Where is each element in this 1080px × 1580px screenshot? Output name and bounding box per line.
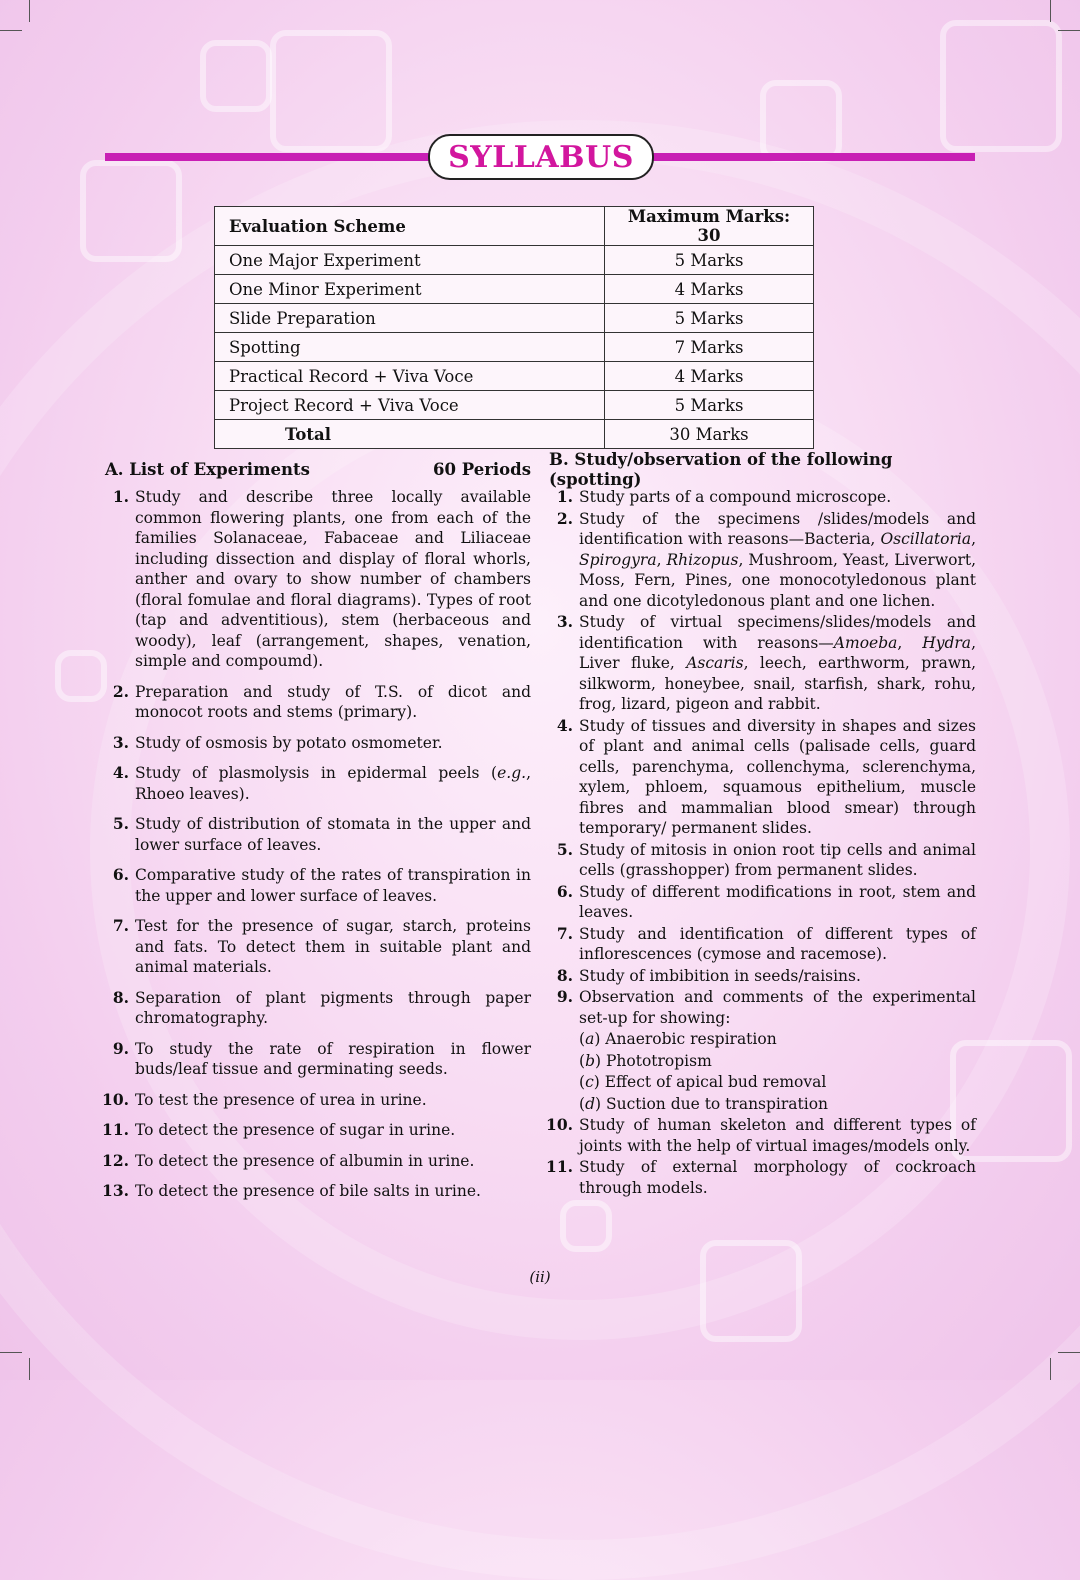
item-number: 4. (556, 715, 573, 735)
item-number: 3. (556, 612, 573, 631)
list-item (105, 682, 531, 723)
item-number: 1. (556, 487, 573, 506)
item-number: 9. (556, 987, 573, 1006)
table-cell: Practical Record + Viva Voce (215, 362, 605, 391)
item-number: 2. (556, 508, 573, 528)
list-item (105, 916, 531, 978)
item-text-italic: Hydra (922, 633, 972, 652)
item-text: Study of distribution of stomata in the upper and lower surface of leaves. (135, 815, 531, 854)
item-text: , Liver fluke, (579, 633, 976, 672)
table-row (215, 246, 814, 275)
item-number: 1. (112, 487, 129, 506)
sub-item-letter: c (585, 1073, 594, 1091)
table-cell: Spotting (215, 333, 605, 362)
background-square (270, 30, 392, 152)
item-text: Separation of plant pigments through paper chromatography. (135, 988, 531, 1027)
item-text: To detect the presence of sugar in urine. (135, 1121, 456, 1139)
list-item (549, 840, 976, 881)
background-square (80, 160, 182, 262)
item-number: 8. (556, 965, 573, 985)
page-number: (ii) (529, 1268, 551, 1286)
item-number: 4. (112, 763, 129, 782)
table-cell: 5 Marks (605, 391, 814, 420)
item-text: Study of the specimens /slides/models and identification with reasons—Bacteria, (579, 509, 976, 548)
evaluation-table (214, 206, 814, 449)
crop-mark (1050, 0, 1051, 22)
item-text-italic: Oscillatoria (880, 530, 972, 548)
crop-mark (1058, 1352, 1080, 1353)
sub-item-letter: a (585, 1030, 595, 1048)
table-row (215, 275, 814, 304)
table-cell: 7 Marks (605, 333, 814, 362)
list-item (549, 924, 976, 965)
list-item (105, 814, 531, 855)
item-text: Study of human skeleton and different types of joints with the help of virtual images/models only. (579, 1116, 976, 1155)
list-item (549, 966, 976, 987)
list-item (546, 1157, 976, 1198)
list-item (549, 716, 976, 839)
item-number: 6. (112, 865, 129, 884)
sub-item: (b) Phototropism (579, 1051, 712, 1070)
table-total-label: Total (215, 420, 605, 449)
table-row (215, 333, 814, 362)
list-item (546, 1115, 976, 1156)
item-text: Comparative study of the rates of transpiration in the upper and lower surface of leaves. (135, 866, 531, 905)
item-text: Study of virtual specimens/slides/models and identification with reasons— (579, 613, 976, 652)
table-cell: Project Record + Viva Voce (215, 391, 605, 420)
item-text: , Rhoeo leaves). (135, 764, 531, 803)
item-text: , leech, earthworm, prawn, silkworm, honeybee, snail, starfish, shark, rohu, frog, lizard, pigeon and rabbit. (579, 654, 976, 713)
item-text: Study and describe three locally available common flowering plants, one from each of the families Solanaceae, Fabaceae and Liliaceae including dissection and display of floral whorls, anther and ovary to show number of chambers (floral fomulae and floral diagrams). Types of root (tap and adventitious), stem (herbaceous and woody), leaf (arrangement, shapes, venation, simple and compoumd). (135, 488, 531, 670)
item-text: To test the presence of urea in urine. (135, 1090, 427, 1109)
item-text-italic: Ascaris (686, 654, 744, 672)
item-text-italic: Rhizopus (666, 550, 739, 569)
item-text: , (897, 633, 923, 652)
item-text-italic: e.g. (497, 764, 527, 782)
table-cell: 5 Marks (605, 246, 814, 275)
section-b (546, 449, 977, 1199)
item-text: To detect the presence of albumin in urine. (135, 1151, 475, 1170)
item-number: 8. (112, 987, 129, 1007)
list-item (105, 1039, 531, 1080)
sub-item-text: Phototropism (605, 1051, 712, 1070)
item-number: 11. (546, 1157, 573, 1176)
list-item (102, 1089, 531, 1111)
item-text: Study of plasmolysis in epidermal peels ( (135, 764, 498, 782)
section-b-header (549, 449, 976, 489)
item-text: Study of imbibition in seeds/raisins. (579, 966, 861, 985)
item-text-italic: Amoeba (833, 633, 898, 652)
sub-item-text: Suction due to transpiration (605, 1094, 829, 1113)
list-item (549, 882, 976, 923)
crop-mark (1050, 1358, 1051, 1380)
table-total-row (215, 420, 814, 449)
item-text: Preparation and study of T.S. of dicot and monocot roots and stems (primary). (135, 682, 531, 721)
table-cell: 4 Marks (605, 275, 814, 304)
item-text: To study the rate of respiration in flower buds/leaf tissue and germinating seeds. (135, 1039, 531, 1078)
list-item (105, 733, 531, 754)
table-cell: 5 Marks (605, 304, 814, 333)
list-item (105, 487, 531, 672)
sub-item-text: Anaerobic respiration (605, 1030, 777, 1048)
table-row (215, 304, 814, 333)
item-text: , Mushroom, Yeast, Liverwort, Moss, Fern, Pines, one monocotyledonous plant and one dicotyledonous plant and one lichen. (579, 550, 977, 610)
item-number: 10. (102, 1089, 129, 1109)
item-number: 12. (102, 1150, 129, 1170)
section-b-heading: B. Study/observation of the following (spotting) (549, 449, 893, 489)
item-number: 3. (112, 732, 129, 752)
crop-mark (29, 0, 30, 22)
item-number: 6. (556, 881, 573, 901)
item-number: 10. (546, 1115, 573, 1134)
list-item (549, 509, 976, 612)
item-number: 9. (112, 1038, 129, 1058)
item-text: , (656, 550, 667, 569)
sub-list (579, 1029, 976, 1114)
item-number: 7. (112, 916, 129, 935)
list-item (102, 1150, 531, 1172)
section-a-periods: 60 Periods (433, 459, 531, 479)
item-text: Study of different modifications in root, stem and leaves. (579, 882, 976, 921)
background-square (700, 1240, 802, 1342)
item-text: Study of osmosis by potato osmometer. (135, 733, 443, 752)
table-header-cell: Evaluation Scheme (215, 207, 605, 246)
list-item (105, 865, 531, 906)
list-item (102, 1120, 531, 1141)
item-text: Test for the presence of sugar, starch, proteins and fats. To detect them in suitable plant and animal materials. (135, 917, 531, 976)
item-number: 2. (112, 681, 129, 701)
list-item (549, 612, 976, 715)
item-text: , (971, 530, 976, 548)
item-number: 7. (556, 923, 573, 943)
item-text: Study of mitosis in onion root tip cells and animal cells (grasshopper) from permanent slides. (579, 840, 976, 879)
table-total-value: 30 Marks (605, 420, 814, 449)
section-a-header (105, 457, 531, 483)
item-text: To detect the presence of bile salts in urine. (135, 1182, 481, 1200)
item-text: Study of tissues and diversity in shapes and sizes of plant and animal cells (palisade cells, guard cells, parenchyma, collenchyma, sclerenchyma, xylem, phloem, squamous epithelium, muscle fibres and mammalian blood smear) through temporary/ permanent slides. (579, 716, 976, 837)
item-number: 13. (102, 1181, 129, 1200)
table-cell: 4 Marks (605, 362, 814, 391)
item-text: Study and identification of different types of inflorescences (cymose and racemose). (579, 924, 976, 963)
item-number: 5. (112, 814, 129, 833)
sub-item: (d) Suction due to transpiration (579, 1094, 829, 1113)
item-text: Study of external morphology of cockroach through models. (579, 1158, 976, 1197)
background-square (940, 20, 1062, 152)
section-a (102, 457, 531, 1212)
background-square (55, 650, 107, 702)
crop-mark (1058, 30, 1080, 31)
background-square (200, 40, 272, 112)
item-number: 5. (556, 839, 573, 859)
spotting-list (546, 487, 977, 1198)
table-header-cell: Maximum Marks: 30 (605, 207, 814, 246)
list-item (549, 987, 976, 1114)
crop-mark (0, 30, 22, 31)
background-square (560, 1200, 612, 1252)
item-text: Observation and comments of the experimental set-up for showing: (579, 988, 976, 1027)
page-title: SYLLABUS (428, 134, 654, 180)
list-item (549, 487, 976, 508)
sub-item: (c) Effect of apical bud removal (579, 1073, 827, 1091)
item-text: Study parts of a compound microscope. (579, 488, 892, 506)
sub-item-text: Effect of apical bud removal (604, 1073, 827, 1091)
experiment-list (102, 487, 531, 1202)
table-cell: Slide Preparation (215, 304, 605, 333)
crop-mark (0, 1352, 22, 1353)
background-square (760, 80, 842, 162)
table-row (215, 362, 814, 391)
list-item (105, 988, 531, 1029)
item-text-italic: Spirogyra (579, 550, 657, 569)
list-item (102, 1181, 531, 1202)
sub-item-letter: d (585, 1094, 595, 1113)
table-cell: One Major Experiment (215, 246, 605, 275)
section-a-heading: A. List of Experiments (105, 459, 310, 479)
list-item (105, 763, 531, 804)
item-number: 11. (102, 1120, 129, 1139)
table-cell: One Minor Experiment (215, 275, 605, 304)
table-header-row (215, 207, 814, 246)
crop-mark (29, 1358, 30, 1380)
sub-item-letter: b (585, 1051, 595, 1070)
table-row (215, 391, 814, 420)
sub-item: (a) Anaerobic respiration (579, 1030, 777, 1048)
